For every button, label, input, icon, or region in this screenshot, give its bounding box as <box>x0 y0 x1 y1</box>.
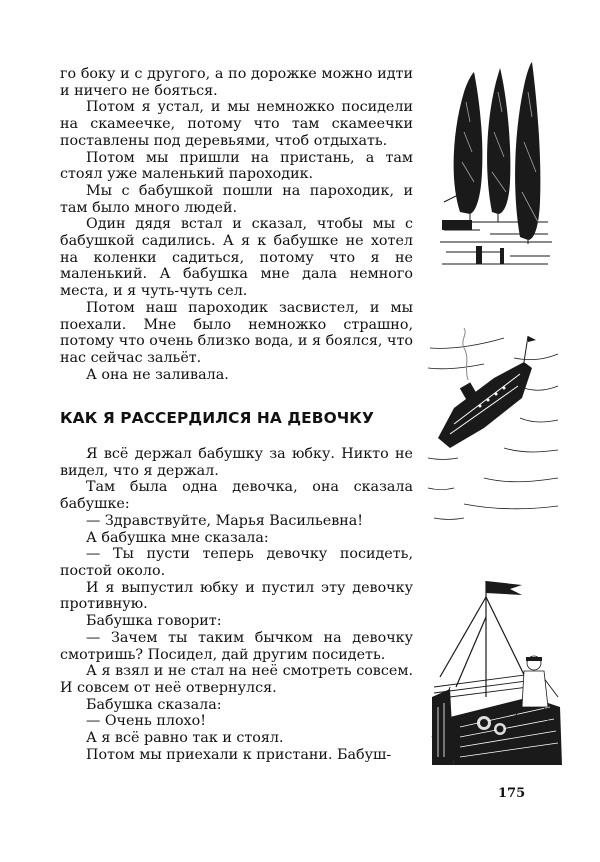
paragraph: Бабушка сказала: <box>86 696 222 713</box>
paragraph: — Ты пусти теперь девочку посидеть, постой около. <box>60 546 413 579</box>
trees-illustration <box>440 62 552 272</box>
paragraph: — Очень плохо! <box>86 713 206 730</box>
paragraph: — Зачем ты таким бычком на девочку смотришь? Посидел, дай другим посидеть. <box>60 629 413 663</box>
paragraph: Мы с бабушкой пошли на пароходик, и там было много людей. <box>60 182 413 216</box>
paragraph: Потом наш пароходик засвистел, и мы поехали. Мне было немножко страшно, потому что очень близко вода, и я боялся, что нас сейчас зальёт. <box>60 299 413 366</box>
paragraph: А я всё равно так и стоял. <box>86 730 284 747</box>
section-title: КАК Я РАССЕРДИЛСЯ НА ДЕВОЧКУ <box>60 409 374 428</box>
paragraph: А она не заливала. <box>86 366 229 383</box>
paragraph: — Здравствуйте, Марья Васильевна! <box>86 512 364 529</box>
paragraph: Там была одна девочка, она сказала бабушке: <box>60 479 413 513</box>
paragraph: го боку и с другого, а по дорожке можно идти и ничего не бояться. <box>60 66 413 99</box>
paragraph: Один дядя встал и сказал, чтобы мы с бабушкой садились. А я к бабушке не хотел на коленки садиться, потому что я не маленький. А бабушка мне дала немного места, и я чуть-чуть сел. <box>60 216 413 300</box>
paragraph: Потом мы приехали к пристани. Бабуш- <box>86 746 392 763</box>
boat-deck-illustration <box>430 577 562 767</box>
text-column <box>60 66 413 763</box>
paragraph: И я выпустил юбку и пустил эту девочку противную. <box>60 579 413 613</box>
paragraph: Потом мы пришли на пристань, а там стоял уже маленький пароходик. <box>60 149 413 183</box>
paragraph: Потом я устал, и мы немножко посидели на скамеечке, потому что там скамеечки поставлены под деревьями, чтоб отдыхать. <box>60 99 413 149</box>
paragraph: А я взял и не стал на неё смотреть совсем. И совсем от неё отвернулся. <box>60 663 413 696</box>
paragraph: Бабушка говорит: <box>86 613 222 630</box>
steamboat-illustration <box>424 328 560 528</box>
page-number: 175 <box>498 786 526 801</box>
paragraph: Я всё держал бабушку за юбку. Никто не видел, что я держал. <box>60 446 413 479</box>
paragraph: А бабушка мне сказала: <box>86 529 269 546</box>
